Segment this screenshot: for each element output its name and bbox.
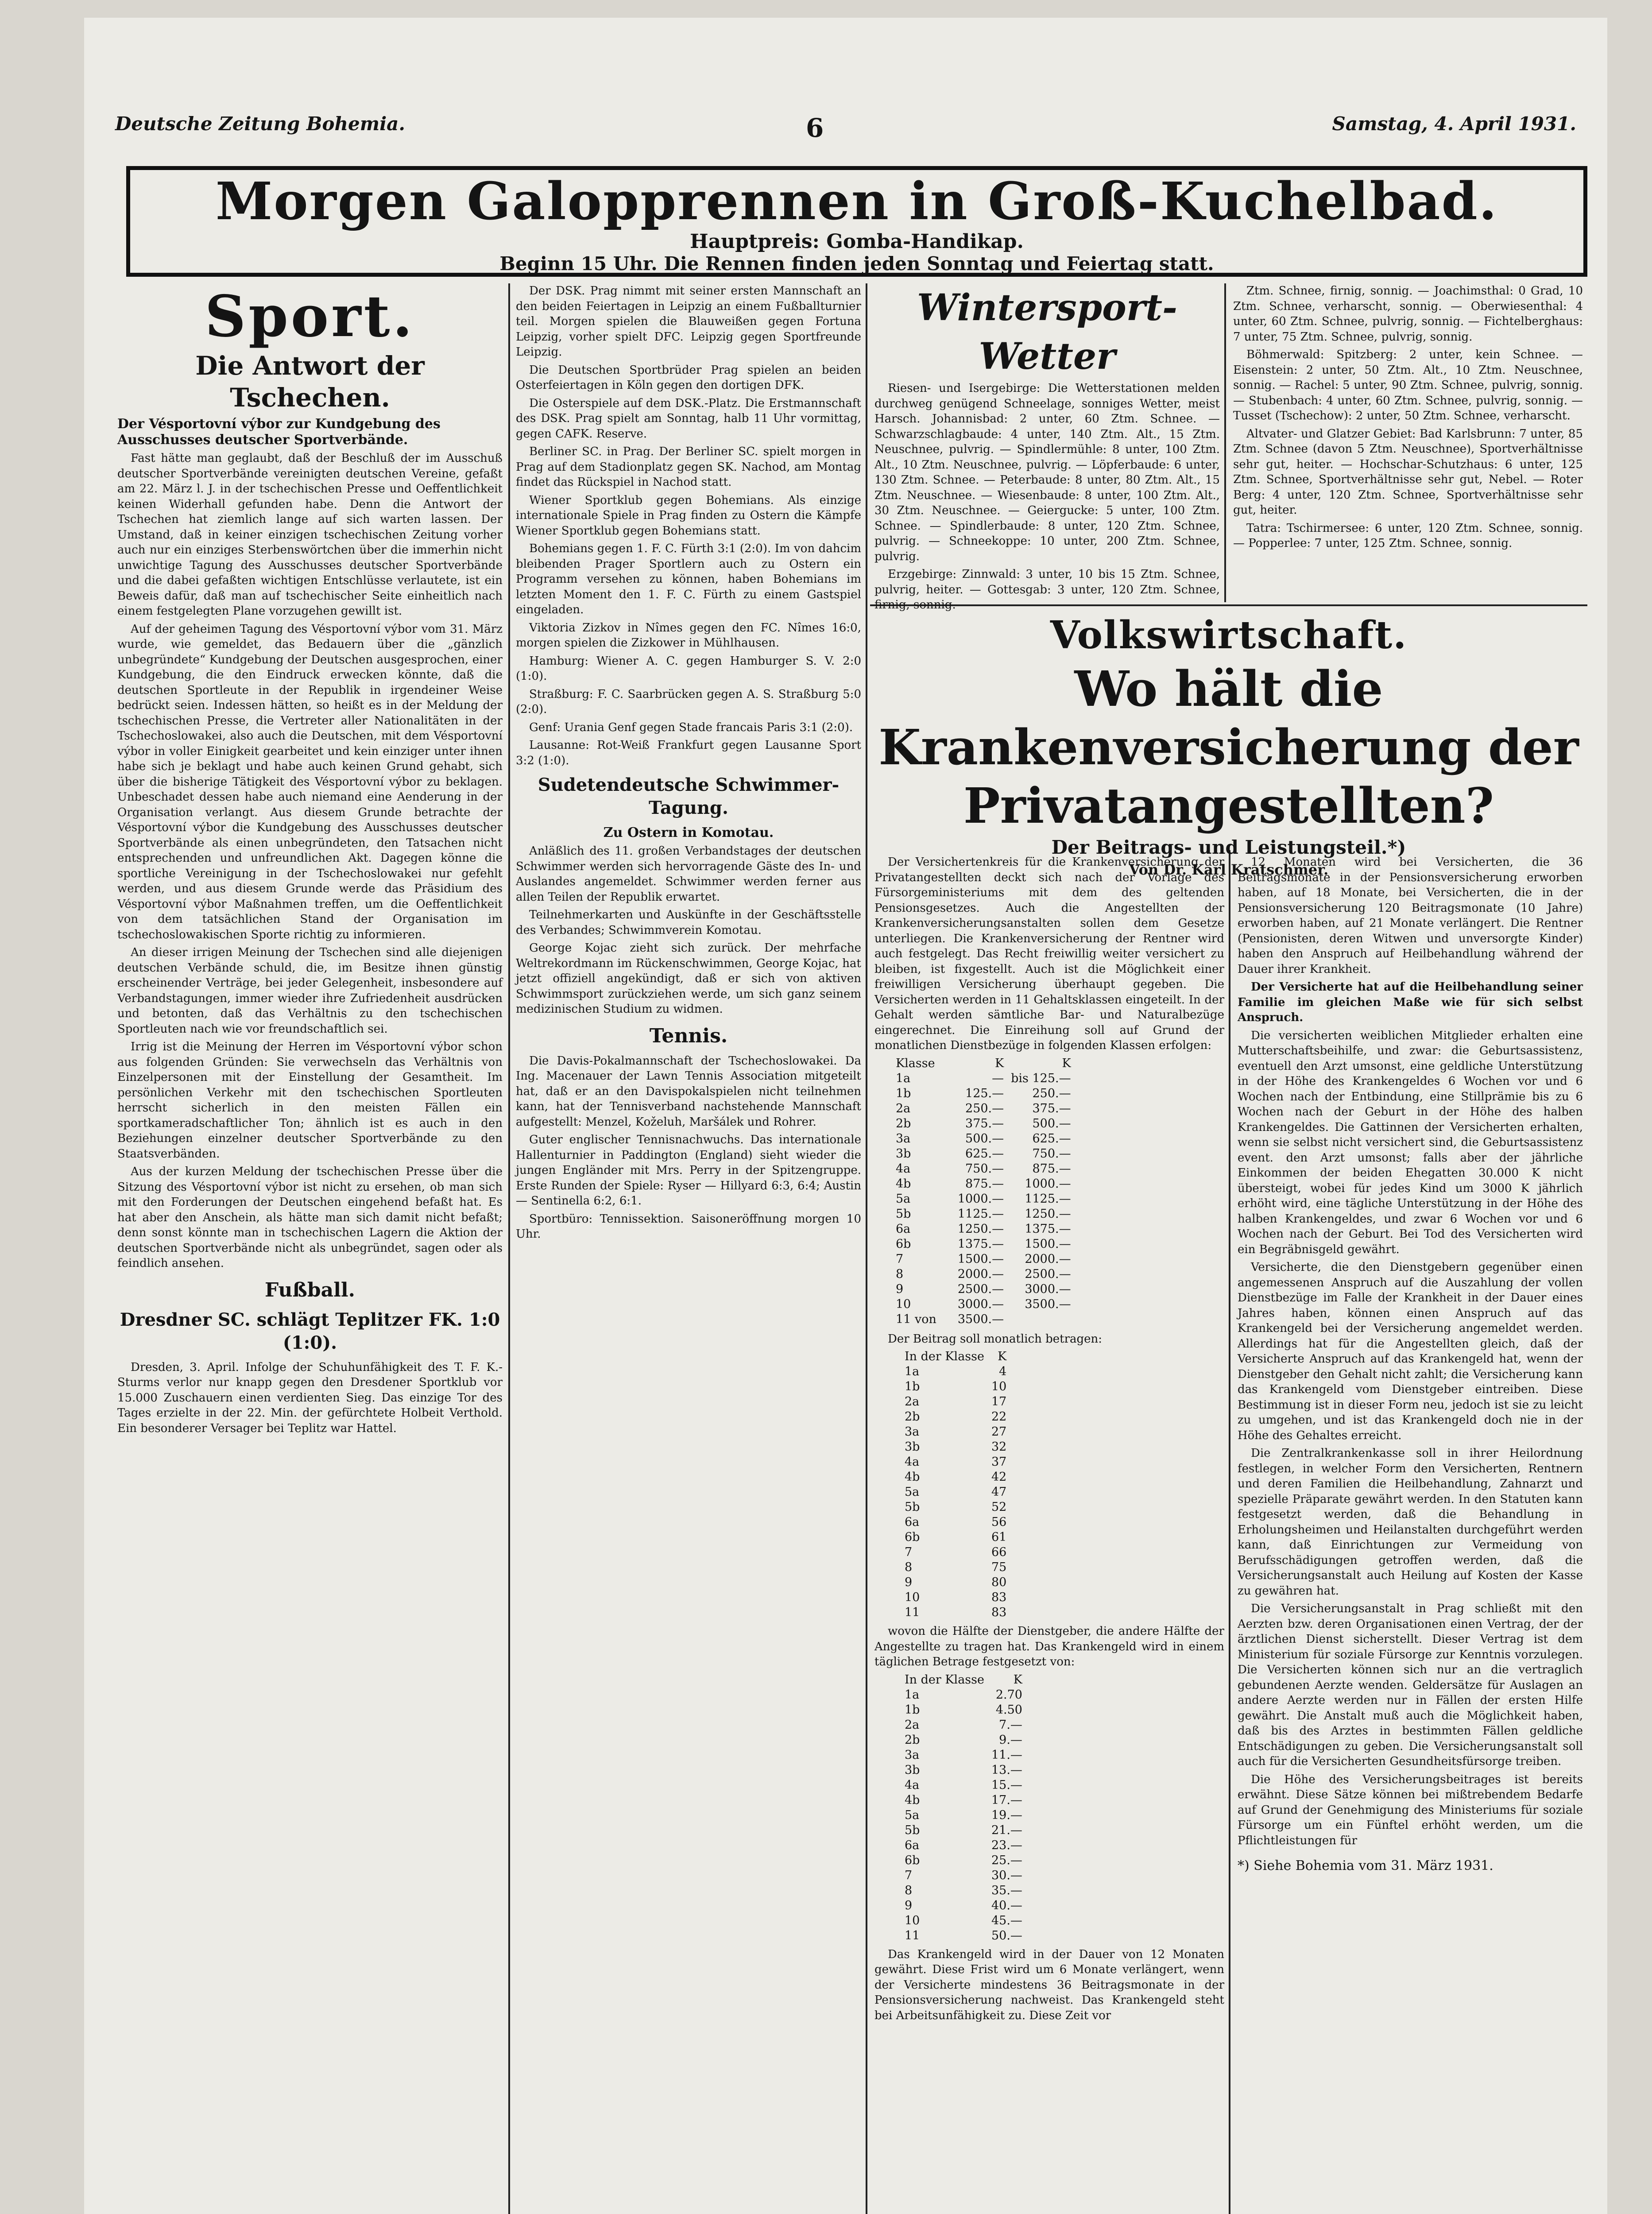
table-cell: 4 (999, 1365, 1007, 1378)
banner-line2: Hauptpreis: Gomba-Handikap. (690, 230, 1024, 253)
paragraph: Berliner SC. in Prag. Der Berliner SC. spielt morgen in Prag auf dem Stadionplatz gegen SK. Nachod, am Montag findet das Rückspiel in Nachod statt. (516, 445, 861, 489)
table-cell: 9.— (999, 1733, 1022, 1747)
table-header-cell: K (1062, 1056, 1071, 1070)
table-cell: 1b (896, 1086, 911, 1100)
table-cell: 1375.— (957, 1237, 1004, 1251)
paragraph: Hamburg: Wiener A. C. gegen Hamburger S. V. 2:0 (1:0). (516, 654, 861, 683)
paragraph: wovon die Hälfte der Dienstgeber, die andere Hälfte der Angestellte zu tragen hat. Das Krankengeld wird in einem täglichen Betrage festgesetzt von: (874, 1625, 1224, 1668)
table-cell: 1375.— (1025, 1222, 1071, 1236)
table-cell (1007, 1312, 1074, 1327)
paragraph: Erzgebirge: Zinnwald: 3 unter, 10 bis 15 Ztm. Schnee, pulvrig, heiter. — Gottesgab: 3 unter, 120 Ztm. Schnee, firnig, sonnig. (874, 568, 1220, 612)
table-row (892, 1161, 1075, 1177)
paragraph: Genf: Urania Genf gegen Stade francais Paris 3:1 (2:0). (529, 720, 853, 734)
table-cell: 56 (991, 1515, 1007, 1529)
paragraph: An dieser irrigen Meinung der Tschechen sind alle diejenigen deutschen Verbände schuld, die, im Besitze ihnen günstig erscheinender Verträge, bei jeder Gelegenheit, insbesondere auf Verbandstagungen, immer wieder ihre Zufriedenheit ausdrücken und betonten, daß das Verhältnis zu den tschechischen Sportleuten nach wie vor freundschaftlich sei. (117, 946, 503, 1036)
table-cell: 40.— (991, 1898, 1022, 1912)
table-header-cell: K (994, 1056, 1004, 1070)
table-cell: 2500.— (1025, 1267, 1071, 1281)
table-cell: 1125.— (957, 1207, 1004, 1221)
paragraph: Das Krankengeld wird in der Dauer von 12 Monaten gewährt. Diese Frist wird um 6 Monate verlängert, wenn der Versicherte mindestens 36 Beitragsmonate in der Pensionsversicherung nachweist. Das Krankengeld steht bei Arbeitsunfähigkeit zu. Diese Zeit vor (874, 1947, 1224, 2022)
paragraph: Der Versichertenkreis für die Krankenversicherung der Privatangestellten deckt sich nach der Vorlage des Fürsorgeministeriums mit dem des geltenden Pensionsgesetzes. Auch die Angestellten der Krankenversicherungsanstalten sollen dem Gesetze unterliegen. Die Krankenversicherung der Rentner wird auch festgelegt. Das Recht freiwillig weiter versichert zu bleiben, ist fixgestellt. Auch ist die Möglichkeit einer freiwilligen Versicherung überhaupt gegeben. Die Versicherten werden in 11 Gehaltsklassen eingeteilt. In der Gehalt werden sämtliche Bar- und Naturalbezüge eingerechnet. Die Einreihung soll auf Grund der monatlichen Dienstbezüge in folgenden Klassen erfolgen: (874, 855, 1224, 1052)
beitrag-intro (874, 1331, 1224, 1347)
table-row (901, 1718, 1026, 1733)
winter-weather-left (874, 283, 1220, 612)
table-cell: 2000.— (957, 1267, 1004, 1281)
table-cell: 875.— (1032, 1161, 1071, 1176)
table-row (901, 1778, 1026, 1793)
table-cell: 4a (905, 1455, 920, 1469)
paragraph: Der DSK. Prag nimmt mit seiner ersten Mannschaft an den beiden Feiertagen in Leipzig an einem Fußballturnier teil. Morgen spielen die Blauweißen gegen Fortuna Leipzig, vorher spielt DFC. Leipzig gegen Sportfreunde Leipzig. (516, 284, 861, 359)
paragraph: Aus der kurzen Meldung der tschechischen Presse über die Sitzung des Vésportovní výbor ist nicht zu ersehen, ob man sich mit den Forderungen der Deutschen eingehend befaßt hat. Es hat aber den Anschein, als hätte man sich damit nicht befaßt; denn sonst könnte man in tschechischen Lagern die Aktion der deutschen Sportverbände nicht als unbegründet, sagen oder als feindlich ansehen. (117, 1165, 503, 1270)
table-cell: 25.— (991, 1853, 1022, 1867)
table-cell: 8 (905, 1560, 913, 1574)
table-row (892, 1207, 1075, 1222)
table-cell: 11.— (991, 1748, 1022, 1762)
table-cell: 5b (896, 1207, 911, 1221)
table-row (892, 1192, 1075, 1207)
table-row (901, 1823, 1026, 1838)
table-cell: 9 (905, 1898, 913, 1912)
table-row (901, 1605, 1010, 1620)
paragraph: Die Zentralkrankenkasse soll in ihrer Heilordnung festlegen, in welcher Form den Versicherten, Rentnern und deren Familien die Heilbehandlung, Zahnarzt und spezielle Präparate gewährt werden. In den Statuten kann festgesetzt werden, daß die Behandlung in Erholungsheimen und Heilanstalten durchgeführt werden kann, daß Einrichtungen zur Vermeidung von Berufsschädigungen getroffen werden, daß die Versicherungsanstalt auch Heilung auf Kosten der Kasse zu gewähren hat. (1238, 1447, 1583, 1598)
economy-intro (874, 855, 1224, 1053)
banner-line3: Beginn 15 Uhr. Die Rennen finden jeden Sonntag und Feiertag statt. (499, 253, 1214, 275)
paragraph: Auf der geheimen Tagung des Vésportovní výbor vom 31. März wurde, wie gemeldet, das Bedauern über die „gänzlich unbegründete“ Kundgebung der Deutschen ausgesprochen, einer Kundgebung, die den Eindruck erwecken könnte, daß die deutschen Sportleute in der Republik in irgendeiner Weise bedrückt seien. Indessen hätten, so heißt es in der Meldung der tschechischen Presse, die Vertreter aller Nationalitäten in der Tschechoslowakei, also auch die Deutschen, mit dem Vésportovní výbor in voller Einigkeit gearbeitet und kein einziger unter ihnen habe sich je beklagt und habe auch keinen Grund gehabt, sich über die bisherige Tätigkeit des Vésportovní výbor zu beklagen. Unbeschadet dessen habe auch niemand eine Aenderung in der Organisation verlangt. Aus diesem Grunde betrachte der Vésportovní výbor die Kundgebung des Ausschusses deutscher Sportverbände als einen unbegründeten, den Tatsachen nicht entsprechenden und unfreundlichen Akt. Dagegen könne die sportliche Vereinigung in der Tschechoslowakei nur gefehlt werden, und aus diesem Grunde werde das Präsidium des Vésportovní výbor Maßnahmen treffen, um die Oeffentlichkeit von dem tatsächlichen Stand der Organisation im tschechoslowakischen Sporte richtig zu informieren. (117, 622, 503, 941)
table-row (892, 1071, 1075, 1086)
table-cell: 875.— (965, 1177, 1004, 1191)
table-row (901, 1545, 1010, 1560)
table-cell: 83 (991, 1606, 1007, 1619)
table-cell: 1a (905, 1688, 920, 1702)
table-cell: 2b (905, 1410, 920, 1424)
table-cell: 66 (991, 1545, 1007, 1559)
table-cell: 1500.— (1025, 1237, 1071, 1251)
sport-column-1 (117, 283, 503, 2214)
table-cell: 2a (896, 1101, 911, 1115)
table-cell: 3b (905, 1440, 920, 1454)
table-cell: 3b (905, 1763, 920, 1777)
table-row (901, 1883, 1026, 1898)
paragraph: Ztm. Schnee, firnig, sonnig. — Joachimsthal: 0 Grad, 10 Ztm. Schnee, verharscht, sonnig. — Oberwiesenthal: 4 unter, 60 Ztm. Schnee, pulvrig, sonnig. — Fichtelberghaus: 7 unter, 75 Ztm. Schnee, pulvrig, sonnig. (1233, 284, 1583, 344)
table-cell: 7.— (999, 1718, 1022, 1732)
table-cell: 83 (991, 1591, 1007, 1604)
table-row (901, 1409, 1010, 1424)
running-header (115, 113, 1576, 144)
table-cell: 35.— (991, 1883, 1022, 1897)
table-row (901, 1379, 1010, 1394)
table-cell: 5b (905, 1500, 920, 1514)
paragraph: 12 Monaten wird bei Versicherten, die 36 Beitragsmonate in der Pensionsversicherung erworben haben, auf 18 Monate, bei Versicherten, die in der Pensionsversicherung 120 Beitragsmonate (10 Jahre) erworben haben, auf 21 Monate verlängert. Die Rentner (Pensionisten, deren Witwen und unversorgte Kinder) haben den Anspruch auf Heilbehandlung während der Dauer ihrer Krankheit. (1238, 855, 1583, 976)
winter-weather-body (1233, 283, 1583, 551)
sport-section-title: Sport. (205, 283, 415, 350)
table-row (901, 1763, 1026, 1778)
table-row (901, 1853, 1026, 1868)
table-cell: 6b (896, 1237, 911, 1251)
economy-article-subtitle: Der Beitrags- und Leistungsteil.*) (1051, 836, 1406, 858)
table-cell: 9 (905, 1575, 913, 1589)
tennis-body (516, 1053, 861, 1242)
table-row (901, 1440, 1010, 1455)
table-row (901, 1470, 1010, 1485)
paragraph: Viktoria Zizkov in Nîmes gegen den FC. Nîmes 16:0, morgen spielen die Zizkower in Mühlhausen. (516, 621, 861, 650)
contribution-table (901, 1349, 1010, 1620)
paragraph: Anläßlich des 11. großen Verbandstages der deutschen Schwimmer werden sich hervorragende Gäste des In- und Auslandes angemeldet. Schwimmer werden ferner aus allen Teilen der Republik erwartet. (516, 844, 861, 904)
swim-meeting-body (516, 844, 861, 1017)
table-cell: 6b (905, 1853, 920, 1867)
table-row (892, 1252, 1075, 1267)
economy-header (874, 611, 1583, 878)
table-cell: 11 (905, 1928, 920, 1943)
paragraph: Altvater- und Glatzer Gebiet: Bad Karlsbrunn: 7 unter, 85 Ztm. Schnee (davon 5 Ztm. Neuschnee), Sportverhältnisse sehr gut, heiter. — Hochschar-Schutzhaus: 6 unter, 125 Ztm. Schnee, Sportverhältnisse sehr gut, Nebel. — Roter Berg: 4 unter, 120 Ztm. Schnee, Sportverhältnisse sehr gut, heiter. (1233, 427, 1583, 517)
table-row (901, 1424, 1010, 1440)
table-cell: 30.— (991, 1868, 1022, 1882)
table-cell: 10 (896, 1297, 911, 1311)
table-cell: 375.— (1032, 1101, 1071, 1115)
advert-banner (126, 166, 1587, 277)
table-cell: 3a (896, 1131, 911, 1146)
table-cell: 27 (991, 1425, 1007, 1439)
masthead-name: Deutsche Zeitung Bohemia. (115, 113, 405, 135)
table-cell: 45.— (991, 1913, 1022, 1928)
table-row (901, 1500, 1010, 1515)
banner-title: Morgen Galopprennen in Groß-Kuchelbad. (215, 171, 1498, 232)
economy-left-closing (874, 1947, 1224, 2024)
table-row (901, 1515, 1010, 1530)
article-title: Die Antwort der Tschechen. (195, 351, 425, 413)
table-cell: 500.— (1032, 1116, 1071, 1130)
fussball-title: Fußball. (265, 1278, 355, 1301)
table-cell: 500.— (965, 1131, 1004, 1146)
table-cell: 4.50 (995, 1703, 1022, 1717)
table-cell: 6a (896, 1222, 911, 1236)
table-cell: 19.— (991, 1808, 1022, 1822)
table-row (901, 1530, 1010, 1545)
table-row (892, 1237, 1075, 1252)
paragraph: Sportbüro: Tennissektion. Saisoneröffnung morgen 10 Uhr. (516, 1212, 861, 1241)
table-cell: 23.— (991, 1838, 1022, 1852)
column-rule (866, 283, 867, 2214)
table-header-row (901, 1349, 1010, 1364)
economy-body (1238, 855, 1583, 1848)
winter-weather-right (1233, 283, 1583, 600)
table-row (892, 1282, 1075, 1297)
table-cell: 10 (905, 1591, 920, 1604)
table-row (901, 1838, 1026, 1853)
table-cell: 2b (905, 1733, 920, 1747)
table-cell: 11 (905, 1606, 920, 1619)
table-row (901, 1394, 1010, 1409)
table-cell: 750.— (965, 1161, 1004, 1176)
table-cell: 3500.— (957, 1312, 1004, 1326)
table-cell: 80 (991, 1575, 1007, 1589)
table-row (901, 1455, 1010, 1470)
table-cell: 13.— (991, 1763, 1022, 1777)
swim-meeting-title: Sudetendeutsche Schwimmer-Tagung. (538, 774, 840, 818)
paragraph: Straßburg: F. C. Saarbrücken gegen A. S. Straßburg 5:0 (2:0). (516, 687, 861, 716)
paragraph: George Kojac zieht sich zurück. Der mehrfache Weltrekordmann im Rückenschwimmen, George Kojac, hat jetzt offiziell angekündigt, daß er sich von aktiven Schwimmsport zurückziehen werde, um sich ganz seinem medizinischen Studium zu widmen. (516, 941, 861, 1016)
table-cell: 250.— (1032, 1086, 1071, 1100)
tennis-title: Tennis. (649, 1024, 728, 1047)
table-row (901, 1703, 1026, 1718)
table-cell: 1b (905, 1380, 920, 1393)
table-cell: 1000.— (957, 1192, 1004, 1206)
table-cell: 4b (905, 1470, 920, 1484)
table-cell: 75 (991, 1560, 1007, 1574)
table-row (901, 1793, 1026, 1808)
table-row (892, 1086, 1075, 1101)
table-cell: 15.— (991, 1778, 1022, 1792)
table-cell: 10 (905, 1913, 920, 1928)
table-cell: 1000.— (1025, 1177, 1071, 1191)
table-cell: 2000.— (1025, 1252, 1071, 1266)
table-cell: 1250.— (957, 1222, 1004, 1236)
table-cell: 10 (991, 1380, 1007, 1393)
table-cell: 625.— (1032, 1131, 1071, 1146)
table-row (892, 1222, 1075, 1237)
table-header-cell: In der Klasse (905, 1672, 984, 1687)
table-row (892, 1101, 1075, 1116)
paragraph: Die Davis-Pokalmannschaft der Tschechoslowakei. Da Ing. Macenauer der Lawn Tennis Association mitgeteilt hat, daß er an den Davispokalspielen nicht teilnehmen kann, hat der Tennisverband nachstehende Mannschaft aufgestellt: Menzel, Koželuh, Maršálek und Rohrer. (516, 1054, 861, 1129)
table-cell: 3000.— (1025, 1282, 1071, 1296)
table-cell: 17 (991, 1395, 1007, 1409)
table-cell: 5b (905, 1823, 920, 1837)
table-cell: 7 (896, 1252, 904, 1266)
paragraph: Fast hätte man geglaubt, daß der Beschluß der im Ausschuß deutscher Sportverbände vereinigten deutschen Vereine, gefaßt am 22. März l. J. in der tschechischen Presse und Oeffentlichkeit keinen Widerhall gefunden habe. Denn die Antwort der Tschechen hat ziemlich lange auf sich warten lassen. Der Umstand, daß in keiner einzigen tschechischen Zeitung vorher auch nur ein einziges Sterbenswörtchen über die immerhin nicht unwichtige Tagung des Ausschusses deutscher Sportverbände und die dabei gefaßten wichtigen Entschlüsse verlautete, ist ein Beweis dafür, daß man auf tschechischer Seite einheitlich nach einem festgelegten Plane vorzugehen gewillt ist. (117, 452, 503, 618)
table-cell: 625.— (965, 1146, 1004, 1161)
table-header-cell: K (998, 1350, 1007, 1363)
table-cell: 2a (905, 1718, 920, 1732)
table-row (892, 1297, 1075, 1312)
table-cell: 50.— (991, 1928, 1022, 1943)
salary-class-table (892, 1056, 1075, 1327)
paragraph: Guter englischer Tennisnachwuchs. Das internationale Hallenturnier in Paddington (England) sieht wieder die jungen Engländer mit Mrs. Perry in der Spitzengruppe. Erste Runden der Spiele: Ryser — Hillyard 6:3, 6:4; Austin — Sentinella 6:2, 6:1. (516, 1133, 861, 1208)
column-rule (508, 283, 510, 2214)
table-row (901, 1733, 1026, 1748)
table-cell: 17.— (991, 1793, 1022, 1807)
table-row (901, 1913, 1026, 1928)
table-row (892, 1146, 1075, 1161)
table-cell: 42 (991, 1470, 1007, 1484)
table-cell: 37 (991, 1455, 1007, 1469)
swim-meeting-subtitle: Zu Ostern in Komotau. (603, 825, 774, 840)
table-cell: 11 von (896, 1312, 936, 1326)
table-row (892, 1312, 1075, 1327)
beitrag-after (874, 1624, 1224, 1670)
table-header-cell: In der Klasse (905, 1350, 984, 1363)
economy-section-title: Volkswirtschaft. (1050, 613, 1408, 658)
table-cell: 3000.— (957, 1297, 1004, 1311)
paragraph: Teilnehmerkarten und Auskünfte in der Geschäftsstelle des Verbandes; Schwimmverein Komotau. (516, 908, 861, 937)
sport-notes (516, 283, 861, 768)
table-row (901, 1364, 1010, 1379)
table-cell: 4b (905, 1793, 920, 1807)
table-cell: 3b (896, 1146, 911, 1161)
table-cell: 22 (991, 1410, 1007, 1424)
table-cell: 6a (905, 1515, 920, 1529)
table-cell: bis 125.— (1011, 1071, 1071, 1085)
issue-date: Samstag, 4. April 1931. (1332, 113, 1576, 135)
paragraph: Riesen- und Isergebirge: Die Wetterstationen melden durchweg genügend Schneelage, sonniges Wetter, meist Harsch. Johannisbad: 2 unter, 60 Ztm. Schnee. — Schwarzschlagbaude: 4 unter, 140 Ztm. Alt., 15 Ztm. Neuschnee, pulvrig. — Spindlermühle: 8 unter, 100 Ztm. Alt., 10 Ztm. Neuschnee, pulvrig. — Löpferbaude: 6 unter, 130 Ztm. Schnee. — Peterbaude: 8 unter, 80 Ztm. Alt., 15 Ztm. Neuschnee. — Wiesenbaude: 8 unter, 100 Ztm. Alt., 30 Ztm. Neuschnee. — Geiergucke: 5 unter, 100 Ztm. Schnee. — Spindlerbaude: 8 unter, 120 Ztm. Schnee, pulvrig. — Schneekoppe: 10 unter, 200 Ztm. Schnee, pulvrig. (874, 382, 1220, 563)
economy-article-title: Wo hält die Krankenversicherung der Privatangestellten? (878, 660, 1579, 834)
table-cell: 6b (905, 1530, 920, 1544)
table-row (892, 1131, 1075, 1146)
table-cell: 32 (991, 1440, 1007, 1454)
table-cell: 8 (896, 1267, 904, 1281)
table-cell: 3a (905, 1748, 920, 1762)
table-cell: 4a (896, 1161, 911, 1176)
column-rule (1224, 283, 1226, 602)
table-row (901, 1748, 1026, 1763)
table-row (892, 1177, 1075, 1192)
table-cell: 1a (896, 1071, 911, 1085)
sport-column-2 (516, 283, 861, 2214)
footnote: *) Siehe Bohemia vom 31. März 1931. (1238, 1858, 1493, 1873)
table-cell: 750.— (1032, 1146, 1071, 1161)
match-report (117, 1360, 503, 1436)
table-cell: 61 (991, 1530, 1007, 1544)
table-cell: 7 (905, 1868, 913, 1882)
table-row (892, 1267, 1075, 1282)
table-row (892, 1116, 1075, 1131)
table-row (901, 1688, 1026, 1703)
article-subtitle: Der Vésportovní výbor zur Kundgebung des Ausschusses deutscher Sportverbände. (117, 416, 441, 448)
table-cell: 375.— (965, 1116, 1004, 1130)
table-cell: 1a (905, 1365, 920, 1378)
table-cell: 1125.— (1025, 1192, 1071, 1206)
paragraph: Dresden, 3. April. Infolge der Schuhunfähigkeit des T. F. K.-Sturms verlor nur knapp gegen den Dresdener Sportklub vor 15.000 Zuschauern einen verdienten Sieg. Das einzige Tor des Tages erzielte in der 22. Min. der gefürchtete Holbeit Verthold. Ein besonderer Versager bei Teplitz war Hattel. (117, 1360, 503, 1435)
paragraph: Wiener Sportklub gegen Bohemians. Als einzige internationale Spiele in Prag finden zu Ostern die Kämpfe Wiener Sportklub gegen Bohemians statt. (516, 493, 861, 538)
paragraph: Die Osterspiele auf dem DSK.-Platz. Die Erstmannschaft des DSK. Prag spielt am Sonntag, halb 11 Uhr vormittag, gegen CAFK. Reserve. (516, 396, 861, 441)
table-cell: 3a (905, 1425, 920, 1439)
winter-weather-title: Wintersport-Wetter (917, 286, 1177, 378)
table-cell: 2b (896, 1116, 911, 1130)
economy-column-right (1238, 855, 1583, 2214)
table-cell: 1250.— (1025, 1207, 1071, 1221)
paragraph: Lausanne: Rot-Weiß Frankfurt gegen Lausanne Sport 3:2 (1:0). (516, 739, 861, 767)
table-cell: 4a (905, 1778, 920, 1792)
table-header-cell: K (1013, 1672, 1022, 1687)
table-row (901, 1560, 1010, 1575)
table-cell: 125.— (965, 1086, 1004, 1100)
paragraph: Die Deutschen Sportbrüder Prag spielen an beiden Osterfeiertagen in Köln gegen den dortigen DFK. (516, 363, 861, 392)
page-number: 6 (806, 113, 824, 143)
paragraph: Der Beitrag soll monatlich betragen: (888, 1332, 1103, 1346)
winter-weather-body (874, 381, 1220, 613)
column-rule (1229, 850, 1230, 2214)
table-cell: 2.70 (995, 1688, 1022, 1702)
paragraph: Der Versicherte hat auf die Heilbehandlung seiner Familie im gleichen Maße wie für sich selbst Anspruch. (1238, 980, 1583, 1024)
table-cell: 3500.— (1025, 1297, 1071, 1311)
table-row (901, 1575, 1010, 1590)
table-row (901, 1590, 1010, 1605)
paragraph: Tatra: Tschirmersee: 6 unter, 120 Ztm. Schnee, sonnig. — Popperlee: 7 unter, 125 Ztm. Schnee, sonnig. (1233, 521, 1583, 550)
sick-pay-table (901, 1672, 1026, 1943)
table-row (901, 1928, 1026, 1943)
paragraph: Versicherte, die den Dienstgebern gegenüber einen angemessenen Anspruch auf die Auszahlung der vollen Dienstbezüge im Falle der Krankheit in der Dauer eines Jahres haben, können einen Anspruch auf das Krankengeld bei der Versicherung angemeldet werden. Allerdings hat für die Angestellten gleich, daß der Versicherte Anspruch auf das Krankengeld hat, wenn der Dienstgeber den Gehalt nicht zahlt; die Versicherung kann das Krankengeld vom Dienstgeber eintreiben. Diese Bestimmung ist in dieser Form neu, jedoch ist sie zu leicht zu umgehen, und ist das Krankengeld doch nie in der Höhe des Gehaltes erreicht. (1238, 1261, 1583, 1442)
table-cell: 47 (991, 1485, 1007, 1499)
table-cell: 250.— (965, 1101, 1004, 1115)
match-title: Dresdner SC. schlägt Teplitzer FK. 1:0 (1:0). (120, 1309, 500, 1353)
table-header-cell: Klasse (896, 1056, 935, 1070)
economy-column-left (874, 855, 1224, 2214)
table-cell: 4b (896, 1177, 911, 1191)
table-cell: 5a (905, 1808, 920, 1822)
table-cell: 1b (905, 1703, 920, 1717)
table-cell: 1500.— (957, 1252, 1004, 1266)
table-header-row (892, 1056, 1075, 1071)
table-cell: 5a (896, 1192, 911, 1206)
table-row (901, 1808, 1026, 1823)
paragraph: Die Höhe des Versicherungsbeitrages ist bereits erwähnt. Diese Sätze können bei mißtrebendem Bedarfe auf Grund der Genehmigung des Ministeriums für soziale Fürsorge um ein Fünftel erhöht werden, um die Pflichtleistungen für (1238, 1773, 1583, 1847)
table-cell: — (992, 1071, 1004, 1085)
table-cell: 6a (905, 1838, 920, 1852)
table-cell: 2500.— (957, 1282, 1004, 1296)
article-body (117, 451, 503, 1271)
table-cell: 2a (905, 1395, 920, 1409)
table-header-row (901, 1672, 1026, 1688)
table-cell: 7 (905, 1545, 913, 1559)
table-cell: 9 (896, 1282, 904, 1296)
paragraph: Böhmerwald: Spitzberg: 2 unter, kein Schnee. — Eisenstein: 2 unter, 50 Ztm. Alt., 10 Ztm. Neuschnee, sonnig. — Rachel: 5 unter, 90 Ztm. Schnee, pulvrig, sonnig. — Stubenbach: 4 unter, 60 Ztm. Schnee, pulvrig, sonnig. — Tusset (Tschechow): 2 unter, 50 Ztm. Schnee, verharscht. (1233, 348, 1583, 422)
paragraph: Die Versicherungsanstalt in Prag schließt mit den Aerzten bzw. deren Organisationen einen Vertrag, der der ärztlichen Dienst sicherstellt. Dieser Vertrag ist dem Ministerium für soziale Fürsorge zur Kenntnis vorzulegen. Die Versicherten können sich nur an die vertraglich gebundenen Aerzte wenden. Geldersätze für Auslagen an andere Aerzte werden nur in Fällen der ersten Hilfe gewährt. Die Anstalt muß auch die Möglichkeit haben, daß bis des Arztes in bestimmten Fällen geldliche Entschädigungen zu geben. Die Versicherungsanstalt soll auch für die Versicherten Gesundheitsfürsorge treiben. (1238, 1602, 1583, 1768)
table-row (901, 1868, 1026, 1883)
table-cell: 52 (991, 1500, 1007, 1514)
economy-article-author: Von Dr. Karl Kratschmer. (1129, 861, 1329, 878)
table-row (901, 1485, 1010, 1500)
table-cell: 5a (905, 1485, 920, 1499)
table-cell: 8 (905, 1883, 913, 1897)
newspaper-page (84, 18, 1607, 2214)
paragraph: Die versicherten weiblichen Mitglieder erhalten eine Mutterschaftsbeihilfe, und zwar: die Geburtsassistenz, eventuell den Arzt umsonst, eine geldliche Unterstützung in der Höhe des Krankengeldes 6 Wochen vor und 6 Wochen nach der Entbindung, eine Stillprämie bis zu 6 Wochen nach der Geburt in der Höhe des halben Krankengeldes. Die Gattinnen der Versicherten erhalten, wenn sie selbst nicht versichert sind, die Geburtsassistenz event. den Arzt umsonst; falls aber der jährliche Einkommen der beiden Ehegatten 30.000 K nicht übersteigt, wobei für jedes Kind um 3000 K jährlich erhöht wird, eine tägliche Unterstützung in der Höhe des halben Krankengeldes, und zwar 6 Wochen vor und 6 Wochen nach der Geburt. Bei Tod des Versicherten wird ein Begräbnisgeld gewährt. (1238, 1029, 1583, 1256)
table-row (901, 1898, 1026, 1913)
paragraph: Bohemians gegen 1. F. C. Fürth 3:1 (2:0). Im von dahcim bleibenden Prager Sportlern auch zu Ostern ein Programm versehen zu können, haben Bohemians im letzten Moment den 1. F. C. Fürth zu einem Gastspiel eingeladen. (516, 542, 861, 616)
paragraph: Irrig ist die Meinung der Herren im Vésportovní výbor schon aus folgenden Gründen: Sie verwechseln das Verhältnis von Einzelpersonen mit der Einstellung der Gesamtheit. Im persönlichen Verkehr mit den tschechischen Sportleuten herrscht sicherlich in den meisten Fällen ein sportkameradschaftlicher Ton; ähnlich ist es auch in den Beziehungen einzelner deutscher Sportverbände zu den Staatsverbänden. (117, 1040, 503, 1161)
table-cell: 21.— (991, 1823, 1022, 1837)
